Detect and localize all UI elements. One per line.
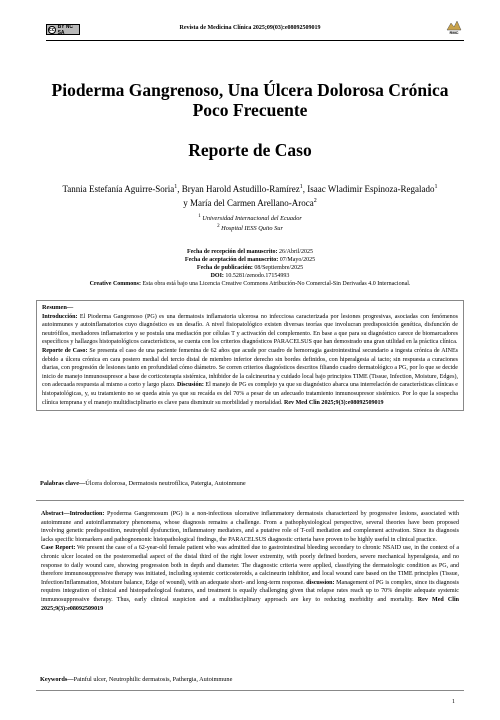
header-divider: [46, 40, 464, 41]
abstract-body: Abstract—Introduction: Pyoderma Gangrenosum (PG) is a non-infectious ulcerative inflammatory dermatosis characterized by progressive lesions, associated with autoimmune and autoinflammatory phenomena, whose diagnosis remains a challenge. From a pathophysiological perspective, several theories have been proposed involving genetic predisposition, neutrophil dysfunction, inflammatory mediators, and a putative role of T-cell mediation and complement activation. Since its diagnosis lacks specific biomarkers and pathognomonic histopathological findings, the PARACELSUS diagnostic criteria have proven to be highly useful in clinical practice. Case Report: We present the case of a 62-year-old female patient who was admitted due to gastrointestinal bleeding secondary to chronic NSAID use, in the context of a chronic ulcer located on the posteromedial aspect of the distal third of the right lower extremity, with poorly defined borders, severe mechanical hyperalgesia, and no response to daily wound care, showing progression both in depth and diameter. The diagnostic criteria were applied, classifying the dermatologic condition as PG, and therefore immunosuppressive therapy was initiated, including systemic corticosteroids, a calcineurin inhibitor, and local wound care based on the TIME principles (Tissue, Infection/Inflammation, Moisture balance, Edge of wound), with an adequate short- and long-term response. discussion: Management of PG is complex, since its diagnosis requires integration of clinical and histopathological features, and treatment is equally challenging given that relapse rates reach up to 70% despite adequate systemic immunosuppressive therapy. Thus, early clinical suspicion and a multidisciplinary approach are key to reducing morbidity and mortality. Rev Med Clin 2025;9(3):e08092509019: [41, 511, 460, 612]
accepted-date: Fecha de aceptación del manuscrito: 07/Mayo/2025: [184, 257, 316, 263]
author-name: Tannia Estefanía Aguirre-Soria: [62, 184, 175, 194]
resumen-body: Introducción: El Pioderma Gangrenoso (PG) es una dermatosis inflamatoria ulcerosa no infecciosa caracterizada por lesiones progresivas, asociadas con fenómenos autoinmunes y autoinflamatorios cuyo diagnóstico es un desafío. A nivel fisiopatológico existen diversas teorías que involucran predisposición genética, disfunción de neutrófilos, mediadores inflamatorios y se postula una mediación por células T y activación del complemento. En base a que para su diagnóstico carece de biomarcadores específicos y hallazgos histopatológicos característicos, se cuenta con los criterios diagnósticos PARACELSUS que han demostrado una gran utilidad en la práctica clínica. Reporte de Caso: Se presenta el caso de una paciente femenina de 62 años que acude por cuadro de hemorragia gastrointestinal secundario a ingesta crónica de AINEs debido a úlcera crónica en cara postero medial del tercio distal de miembro inferior derecho sin bordes definidos, con hiperalgesia al tacto; sin respuesta a curaciones diarias, con progresión de lesiones tanto en profundidad cómo diámetro. Se corren criterios diagnósticos descritos filiando cuadro dermatológico a PG, por lo que se decide inicio de manejo inmunosupresor a base de corticoterapia sistémica, inhibidor de la calcineurina y cuidado local bajo principios TIME (Tissue, Infection, Moisture, Edges), con adecuada respuesta al mismo a corto y largo plazo. Discusión: El manejo de PG es complejo ya que su diagnóstico abarca una interrelación de características clínicas e histopatológicas, y, su tratamiento no se queda atrás ya que su recaída es del 70% a pesar de un adecuado tratamiento inmunosupresor sistémico. Por lo que la sospecha clínica temprana y el manejo multidisciplinario es clave para disminuir su morbilidad y mortalidad. Rev Med Clin 2025;9(3):e08092509019: [42, 313, 458, 406]
affiliation-mark: 1: [198, 214, 201, 219]
cc-icon: cc: [49, 26, 55, 33]
resumen-heading: Resumen—: [42, 304, 74, 311]
author-name: Bryan Harold Astudillo-Ramírez: [181, 184, 300, 194]
publication-dates: [0, 248, 500, 288]
author-list: [60, 181, 440, 209]
author-affiliation-mark: 1: [174, 184, 178, 190]
resumen-box: [36, 300, 464, 411]
published-date: Fecha de publicación: 08/Septiembre/2025: [196, 265, 304, 271]
logo-text: RMC: [449, 30, 459, 35]
cc-license-icons: BY NC SA: [57, 23, 74, 36]
divider: [36, 690, 464, 691]
author-name: María del Carmen Arellano-Aroca: [190, 198, 314, 208]
doi: DOI: 10.5281/zenodo.17154993: [210, 273, 290, 279]
page-number: 1: [452, 699, 455, 705]
affiliation-2: [0, 224, 500, 232]
affiliation-name: Hospital IESS Quito Sur: [221, 225, 283, 233]
article-type: Reporte de Caso: [188, 140, 312, 160]
author-affiliation-mark: 1: [299, 184, 303, 190]
affiliation-name: Universidad Internacional del Ecuador: [202, 215, 302, 223]
author-name: Isaac Wladimir Espinoza-Regalado: [307, 184, 435, 194]
journal-logo: [444, 20, 464, 36]
article-title: Pioderma Gangrenoso, Una Úlcera Dolorosa Crónica Poco Frecuente: [51, 80, 449, 120]
author-affiliation-mark: 1: [434, 184, 438, 190]
author-separator: ,: [302, 184, 308, 194]
doi-link[interactable]: 10.5281/zenodo.17154993: [225, 273, 290, 279]
received-date: Fecha de recepción del manuscrito: 26/Abril/2025: [186, 249, 314, 255]
author-affiliation-mark: 2: [313, 198, 317, 204]
palabras-clave: Palabras clave—Úlcera dolorosa, Dermatosis neutrofílica, Patergia, Autoinmune: [40, 480, 246, 487]
abstract-box: [36, 510, 464, 616]
affiliation-1: [0, 214, 500, 222]
author-separator: y: [183, 198, 191, 208]
divider: [36, 500, 464, 501]
affiliation-mark: 2: [217, 224, 220, 229]
journal-citation: Revista de Medicina Clínica 2025;09(03):e08092509019: [179, 25, 321, 31]
keywords: Keywords—Painful ulcer, Neutrophilic dermatosis, Pathergia, Autoimmune: [40, 676, 233, 683]
page-header: [0, 0, 500, 44]
author-separator: ,: [177, 184, 182, 194]
license-note: Creative Commons: Esta obra está bajo una Licencia Creative Commons Atribución-No Comercial-Sin Derivadas 4.0 Internacional.: [89, 281, 411, 287]
